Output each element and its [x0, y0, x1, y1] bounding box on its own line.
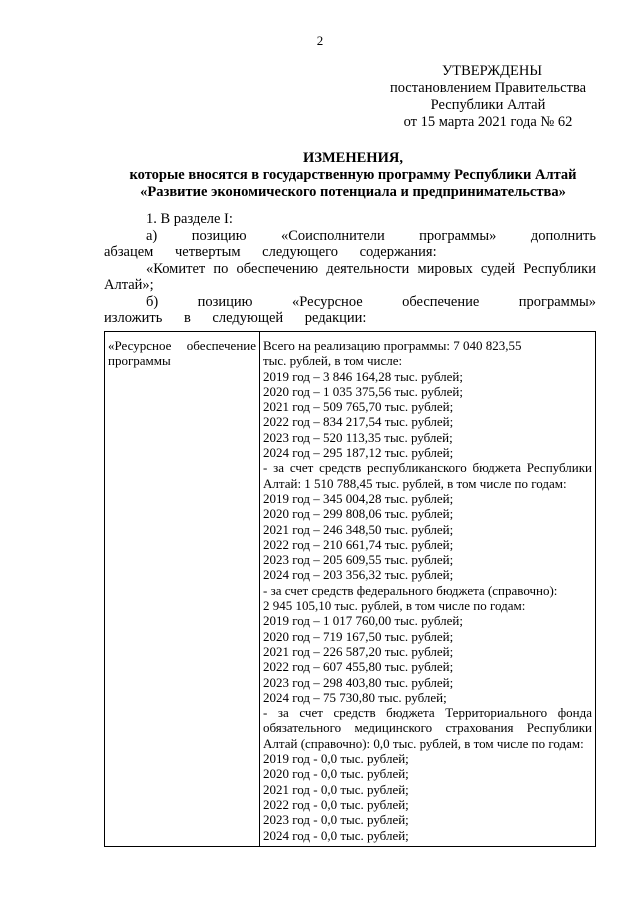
table-line: 2023 год - 0,0 тыс. рублей; [263, 812, 409, 828]
approval-heading: УТВЕРЖДЕНЫ [441, 63, 543, 79]
table-line: Всего на реализацию программы: 7 040 823,55 [263, 338, 522, 353]
table-line: 2022 год – 210 661,74 тыс. рублей; [263, 536, 454, 552]
approval-line: постановлением Правительства [389, 80, 587, 96]
resource-table [104, 331, 596, 847]
approval-date: от 15 марта 2021 года № 62 [403, 114, 573, 130]
table-line: тыс. рублей, в том числе: [263, 353, 403, 369]
title-line: которые вносятся в государственную программу Республики Алтай [129, 167, 577, 183]
table-line: - за счет средств бюджета Территориального фонда обязательного медицинского страхования Республики Алтай (справочно): 0,0 тыс. рублей, в том числе по годам: [263, 705, 592, 751]
table-line: 2024 год – 295 187,12 тыс. рублей; [263, 445, 454, 461]
table-line: 2023 год – 205 609,55 тыс. рублей; [263, 552, 454, 568]
body-text [104, 211, 596, 327]
table-line: 2023 год – 298 403,80 тыс. рублей; [263, 674, 454, 690]
table-line: 2024 год - 0,0 тыс. рублей; [263, 827, 409, 843]
title-heading: ИЗМЕНЕНИЯ, [303, 150, 403, 166]
table-line: 2020 год – 1 035 375,56 тыс. рублей; [263, 383, 463, 399]
table-line: 2021 год – 246 348,50 тыс. рублей; [263, 521, 454, 537]
table-line: 2020 год – 719 167,50 тыс. рублей; [263, 628, 454, 644]
table-line: 2023 год – 520 113,35 тыс. рублей; [263, 429, 453, 445]
table-line: 2021 год – 226 587,20 тыс. рублей; [263, 643, 454, 659]
table-line: 2019 год – 1 017 760,00 тыс. рублей; [263, 613, 463, 629]
approval-block [382, 63, 594, 131]
paragraph-section: 1. В разделе I: [146, 211, 233, 227]
table-line: 2024 год – 203 356,32 тыс. рублей; [263, 567, 454, 583]
table-line: 2 945 105,10 тыс. рублей, в том числе по годам: [263, 598, 526, 614]
page-number: 2 [316, 33, 324, 48]
table-left-cell: «Ресурсное обеспечение программы [105, 332, 260, 847]
title-program-name: «Развитие экономического потенциала и предпринимательства» [140, 184, 566, 200]
table-line: - за счет средств республиканского бюджета Республики Алтай: 1 510 788,45 тыс. рублей, в том числе по годам: [263, 460, 592, 491]
table-right-cell [260, 332, 596, 847]
table-line: 2021 год – 509 765,70 тыс. рублей; [263, 399, 454, 415]
table-line: - за счет средств федерального бюджета (справочно): [263, 582, 558, 598]
paragraph-item-b: б) позицию «Ресурсное обеспечение программы» изложить в следующей редакции: [104, 293, 596, 326]
table-row [105, 332, 596, 847]
approval-line: Республики Алтай [430, 97, 546, 113]
table-line: 2021 год - 0,0 тыс. рублей; [263, 781, 409, 797]
document-title [104, 150, 602, 201]
paragraph-item-a: а) позицию «Соисполнители программы» дополнить абзацем четвертым следующего содержания: [104, 227, 596, 260]
paragraph-quote: «Комитет по обеспечению деятельности мировых судей Республики Алтай»; [104, 260, 596, 293]
table-line: 2022 год - 0,0 тыс. рублей; [263, 796, 409, 812]
table-line: 2022 год – 834 217,54 тыс. рублей; [263, 414, 454, 430]
table-line: 2020 год - 0,0 тыс. рублей; [263, 766, 409, 782]
table-line: 2019 год – 345 004,28 тыс. рублей; [263, 490, 454, 506]
table-line: 2024 год – 75 730,80 тыс. рублей; [263, 689, 447, 705]
table-line: 2019 год – 3 846 164,28 тыс. рублей; [263, 368, 463, 384]
table-line: 2020 год – 299 808,06 тыс. рублей; [263, 506, 454, 522]
table-line: 2019 год - 0,0 тыс. рублей; [263, 751, 409, 767]
table-line: 2022 год – 607 455,80 тыс. рублей; [263, 659, 454, 675]
